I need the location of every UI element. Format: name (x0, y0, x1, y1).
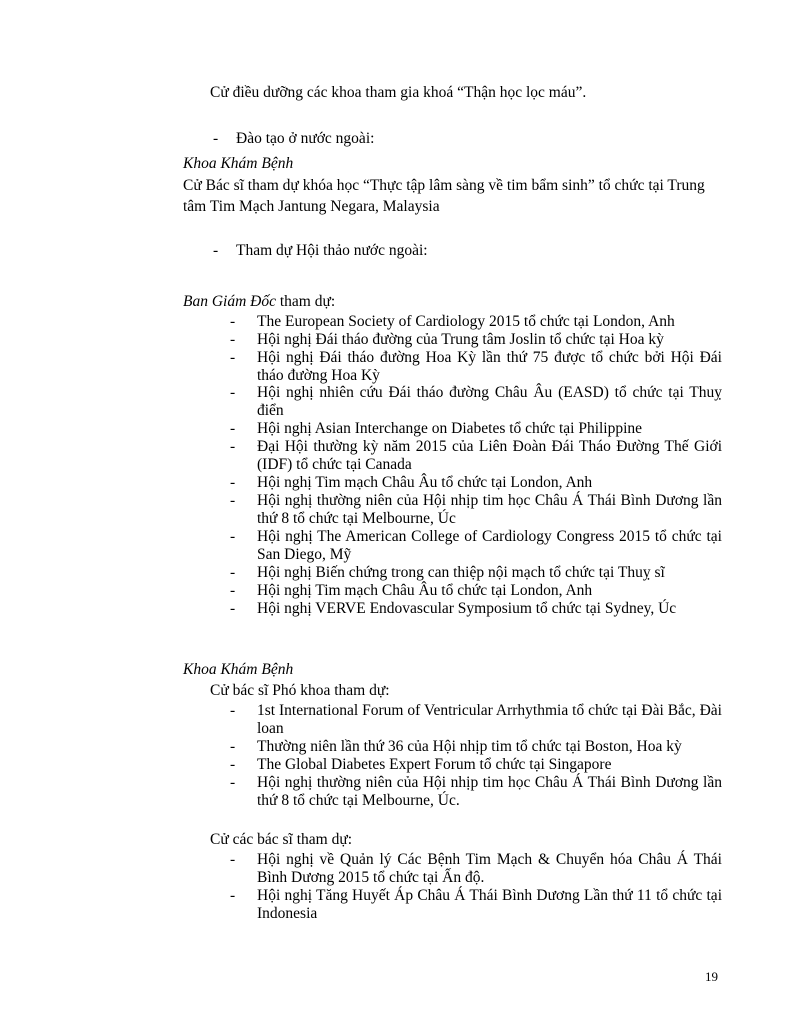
section-title-abroad-training: Đào tạo ở nước ngoài: (236, 130, 375, 147)
list-item: Hội nghị Tăng Huyết Áp Châu Á Thái Bình Dương Lần thứ 11 tổ chức tại Indonesia (257, 887, 722, 922)
list-item: Hội nghị The American College of Cardiology Congress 2015 tổ chức tại San Diego, Mỹ (257, 528, 722, 563)
training-text-line1: Cử Bác sĩ tham dự khóa học “Thực tập lâm sàng về tim bẩm sinh” tổ chức tại Trung (183, 177, 705, 194)
dept-heading: Khoa Khám Bệnh (183, 155, 294, 172)
list-item: Hội nghị thường niên của Hội nhịp tim học Châu Á Thái Bình Dương lần thứ 8 tổ chức tại Melbourne, Úc. (257, 774, 722, 809)
list-bullet: - (230, 438, 236, 455)
dept-heading-khoa-kham-benh: Khoa Khám Bệnh (183, 661, 294, 678)
list-bullet: - (230, 851, 236, 868)
list-bullet: - (230, 887, 236, 904)
bullet-dash: - (213, 130, 219, 147)
list-item: Thường niên lần thứ 36 của Hội nhịp tim tổ chức tại Boston, Hoa kỳ (257, 738, 682, 755)
list-bullet: - (230, 349, 236, 366)
section-title-conferences: Tham dự Hội thảo nước ngoài: (236, 242, 428, 259)
list-bullet: - (230, 420, 236, 437)
list-bullet: - (230, 528, 236, 545)
board-heading-italic: Ban Giám Đốc (183, 293, 276, 310)
intro-line: Cử điều dưỡng các khoa tham gia khoá “Thận học lọc máu”. (210, 84, 587, 101)
list-item: Hội nghị Tim mạch Châu Âu tổ chức tại London, Anh (257, 582, 593, 599)
list-bullet: - (230, 738, 236, 755)
board-heading (183, 292, 335, 311)
list-bullet: - (230, 492, 236, 509)
list-bullet: - (230, 331, 236, 348)
list-item: The European Society of Cardiology 2015 tổ chức tại London, Anh (257, 313, 675, 330)
list-item: Đại Hội thường kỳ năm 2015 của Liên Đoàn Đái Tháo Đường Thế Giới (IDF) tổ chức tại Canada (257, 438, 722, 473)
list-item: Hội nghị VERVE Endovascular Symposium tổ chức tại Sydney, Úc (257, 600, 677, 617)
list-bullet: - (230, 313, 236, 330)
doctors-heading: Cử các bác sĩ tham dự: (210, 831, 353, 848)
list-item: Hội nghị thường niên của Hội nhịp tim học Châu Á Thái Bình Dương lần thứ 8 tổ chức tại Melbourne, Úc (257, 492, 722, 527)
list-item: Hội nghị Tim mạch Châu Âu tổ chức tại London, Anh (257, 474, 593, 491)
list-item: Hội nghị Đái tháo đường của Trung tâm Joslin tổ chức tại Hoa kỳ (257, 331, 664, 348)
board-heading-rest: tham dự: (276, 293, 336, 310)
list-bullet: - (230, 564, 236, 581)
list-item: Hội nghị Asian Interchange on Diabetes tổ chức tại Philippine (257, 420, 643, 437)
list-item: The Global Diabetes Expert Forum tổ chức tại Singapore (257, 756, 612, 773)
list-bullet: - (230, 774, 236, 791)
list-bullet: - (230, 600, 236, 617)
page-number: 19 (705, 969, 718, 984)
list-item: Hội nghị Biến chứng trong can thiệp nội mạch tổ chức tại Thuỵ sĩ (257, 564, 665, 581)
vice-heading: Cử bác sĩ Phó khoa tham dự: (210, 682, 390, 699)
list-bullet: - (230, 384, 236, 401)
list-item: Hội nghị nhiên cứu Đái tháo đường Châu Âu (EASD) tổ chức tại Thuỵ điển (257, 384, 722, 419)
list-item: Hội nghị về Quản lý Các Bệnh Tim Mạch & Chuyển hóa Châu Á Thái Bình Dương 2015 tổ chức tại Ấn độ. (257, 851, 722, 886)
list-bullet: - (230, 756, 236, 773)
list-item: Hội nghị Đái tháo đường Hoa Kỳ lần thứ 75 được tổ chức bởi Hội Đái tháo đường Hoa Kỳ (257, 349, 722, 384)
list-bullet: - (230, 582, 236, 599)
list-bullet: - (230, 474, 236, 491)
list-item: 1st International Forum of Ventricular Arrhythmia tổ chức tại Đài Bắc, Đài loan (257, 702, 722, 737)
bullet-dash: - (213, 242, 219, 259)
training-text-line2: tâm Tim Mạch Jantung Negara, Malaysia (183, 198, 440, 215)
list-bullet: - (230, 702, 236, 719)
